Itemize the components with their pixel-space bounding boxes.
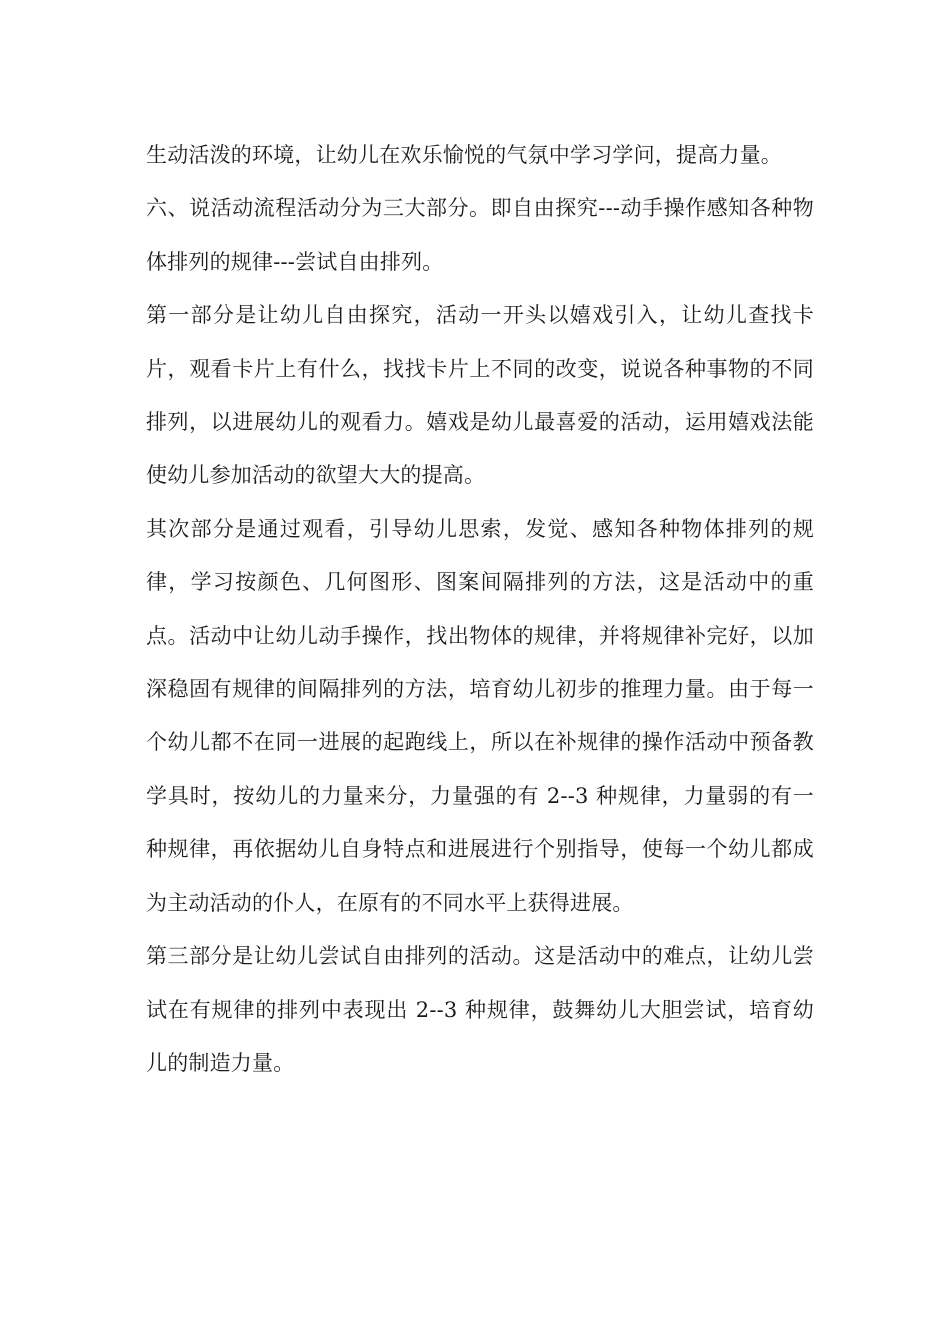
paragraph-part-one: 第一部分是让幼儿自由探究，活动一开头以嬉戏引入，让幼儿查找卡片，观看卡片上有什么，找找卡片上不同的改变，说说各种事物的不同排列，以进展幼儿的观看力。嬉戏是幼儿最喜爱的活动，运用嬉戏法能使幼儿参加活动的欲望大大的提高。: [146, 303, 814, 488]
paragraph-intro-continuation: 生动活泼的环境，让幼儿在欢乐愉悦的气氛中学习学问，提高力量。: [146, 143, 782, 167]
paragraph-activity-flow: 六、说活动流程活动分为三大部分。即自由探究---动手操作感知各种物体排列的规律---尝试自由排列。: [146, 196, 814, 274]
document-body: [146, 129, 814, 1090]
paragraph-part-three: 第三部分是让幼儿尝试自由排列的活动。这是活动中的难点，让幼儿尝试在有规律的排列中表现出 2--3 种规律，鼓舞幼儿大胆尝试，培育幼儿的制造力量。: [146, 944, 814, 1075]
paragraph-part-two: 其次部分是通过观看，引导幼儿思索，发觉、感知各种物体排列的规律，学习按颜色、几何图形、图案间隔排列的方法，这是活动中的重点。活动中让幼儿动手操作，找出物体的规律，并将规律补完好，以加深稳固有规律的间隔排列的方法，培育幼儿初步的推理力量。由于每一个幼儿都不在同一进展的起跑线上，所以在补规律的操作活动中预备教学具时，按幼儿的力量来分，力量强的有 2--3 种规律，力量弱的有一种规律，再依据幼儿自身特点和进展进行个别指导，使每一个幼儿都成为主动活动的仆人，在原有的不同水平上获得进展。: [146, 516, 814, 915]
